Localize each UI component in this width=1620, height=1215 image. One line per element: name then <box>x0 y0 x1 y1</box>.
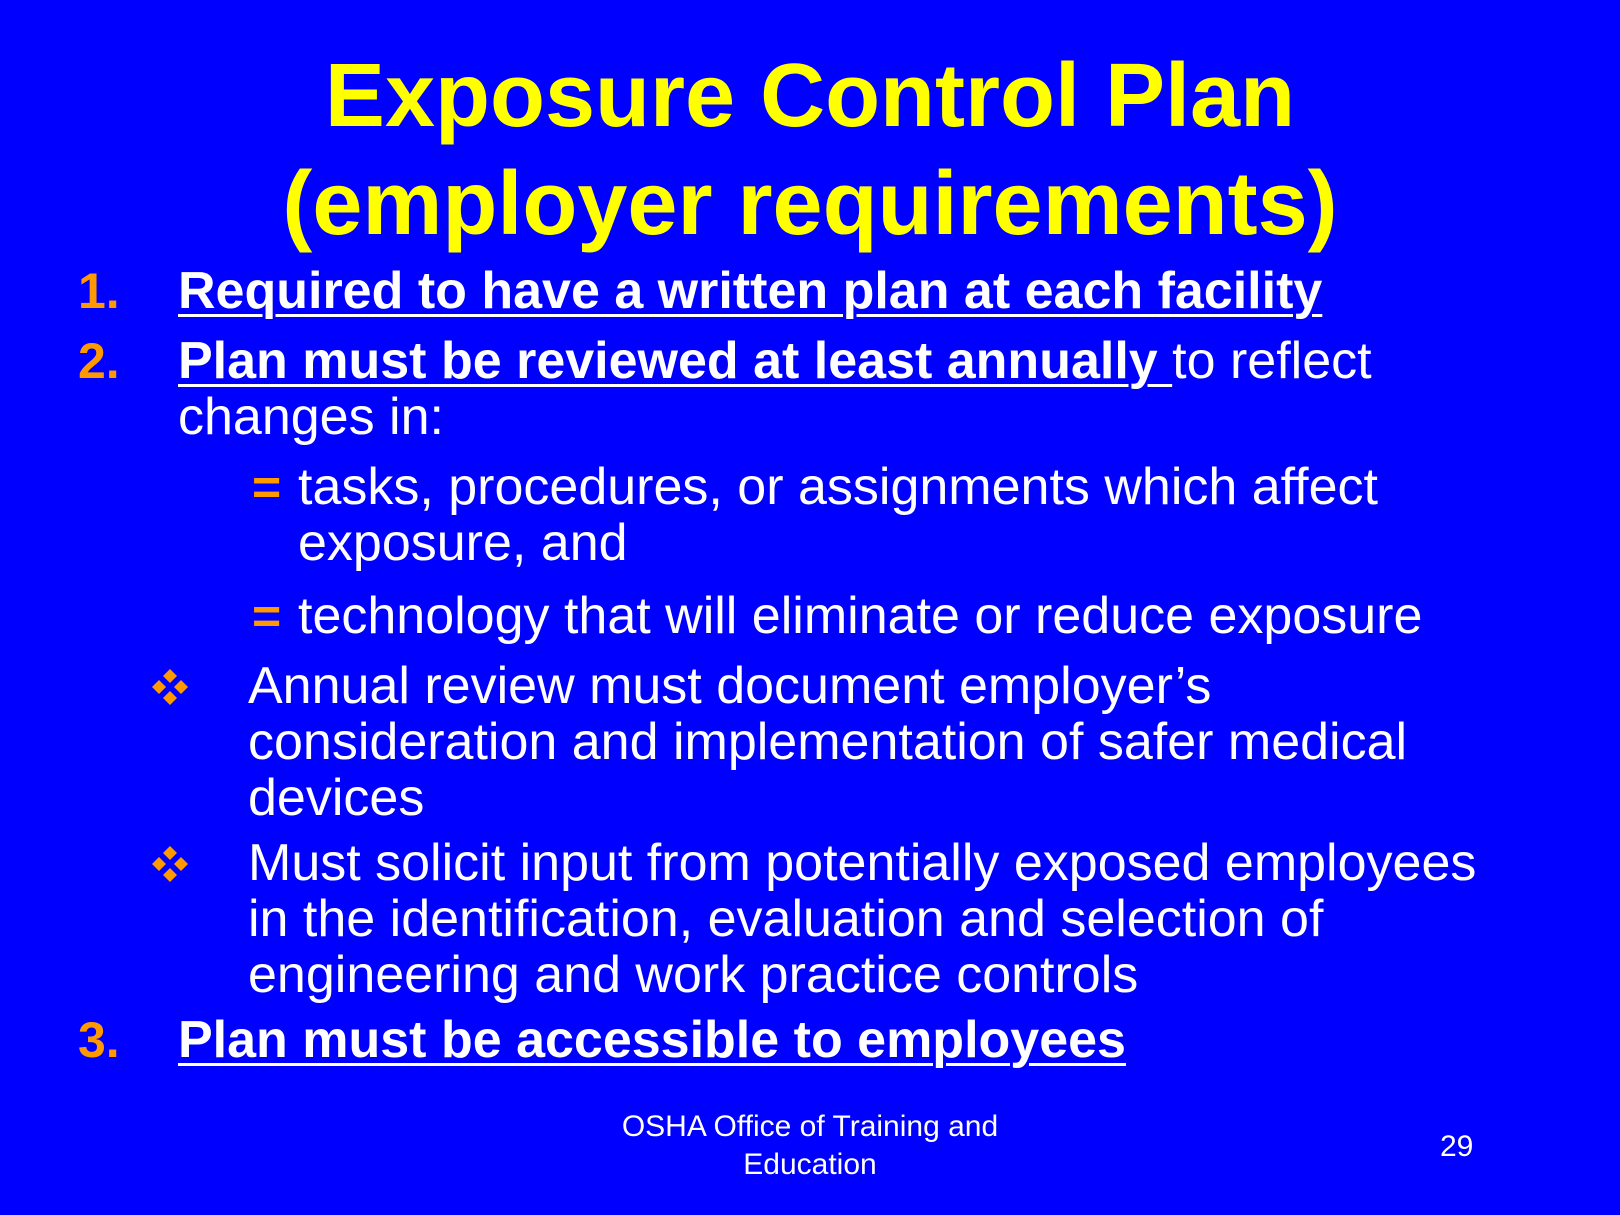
item-3-bold: Plan must be accessible to employees <box>178 1011 1126 1069</box>
diamond-bullet-icon <box>150 667 190 707</box>
note-1-line2: consideration and implementation of safer medical <box>248 713 1408 771</box>
item-1-number: 1. <box>78 263 120 319</box>
item-2-rest-line2: changes in: <box>178 388 444 446</box>
item-2-text <box>178 333 1478 445</box>
equals-bullet-icon: = <box>252 588 282 644</box>
item-1-bold: Required to have a written plan at each facility <box>178 262 1323 320</box>
subitem-1 <box>298 459 1548 571</box>
subitem-1-line1: tasks, procedures, or assignments which affect <box>298 458 1378 516</box>
item-2-rest-line1: to reflect <box>1172 332 1372 390</box>
item-2-bold: Plan must be reviewed at least annually <box>178 332 1173 390</box>
note-1-line1: Annual review must document employer’s <box>248 657 1212 715</box>
note-2-line3: engineering and work practice controls <box>248 946 1139 1004</box>
note-2-line1: Must solicit input from potentially exposed employees <box>248 834 1477 892</box>
item-3-number: 3. <box>78 1012 120 1068</box>
note-1 <box>248 658 1528 826</box>
equals-bullet-icon: = <box>252 459 282 515</box>
item-3-text <box>178 1012 1126 1068</box>
slide-title <box>0 42 1620 258</box>
item-2-number: 2. <box>78 333 120 389</box>
item-1-text <box>178 263 1322 319</box>
slide-footer <box>560 1108 1060 1184</box>
subitem-2 <box>298 588 1598 644</box>
note-2 <box>248 835 1588 1003</box>
diamond-bullet-icon <box>150 844 190 884</box>
note-2-line2: in the identification, evaluation and selection of <box>248 890 1324 948</box>
note-1-line3: devices <box>248 769 425 827</box>
page-number: 29 <box>1440 1130 1474 1163</box>
slide-title-line2: (employer requirements) <box>282 154 1338 254</box>
subitem-1-line2: exposure, and <box>298 514 628 572</box>
footer-line2: Education <box>743 1148 877 1181</box>
slide-title-line1: Exposure Control Plan <box>324 46 1296 146</box>
footer-line1: OSHA Office of Training and <box>621 1110 999 1143</box>
subitem-2-line1: technology that will eliminate or reduce exposure <box>298 587 1423 645</box>
